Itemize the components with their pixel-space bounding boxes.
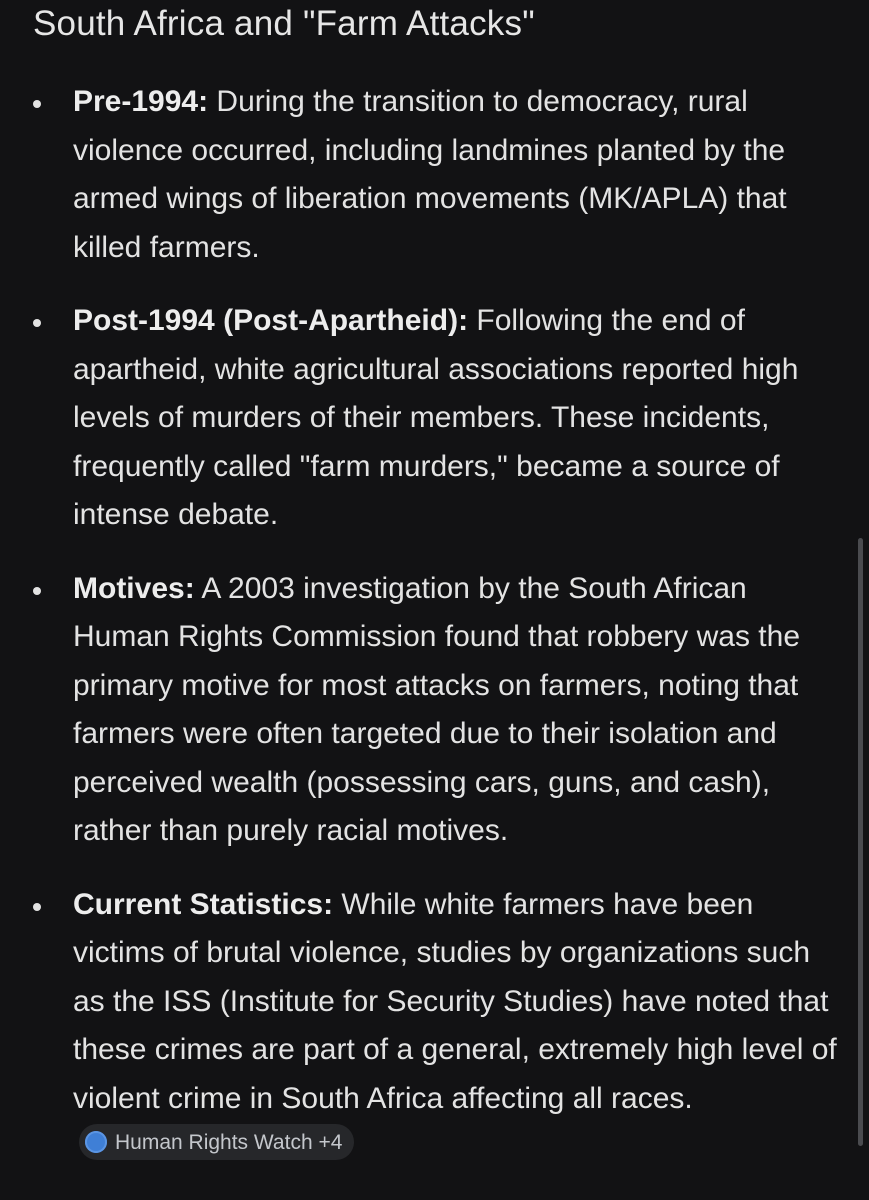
source-chip[interactable] bbox=[79, 1124, 354, 1160]
bullet-title: Post-1994 (Post-Apartheid): bbox=[73, 304, 469, 337]
bullet-title: Motives: bbox=[73, 571, 195, 605]
bullet-dot bbox=[33, 100, 41, 108]
bullet-text: During the transition to democracy, rural violence occurred, including landmines planted by the armed wings of liberation movements (MK/APLA) that killed farmers. bbox=[73, 85, 787, 264]
list-item bbox=[33, 565, 843, 856]
list-item bbox=[33, 78, 843, 272]
bullet-text: While white farmers have been victims of brutal violence, studies by organizations such as the ISS (Institute for Security Studies) have noted that these crimes are part of a general, extremely high level of violent crime in South Africa affecting all races. bbox=[73, 887, 837, 1115]
bullet-text: A 2003 investigation by the South African Human Rights Commission found that robbery was the primary motive for most attacks on farmers, noting that farmers were often targeted due to their isolation and perceived wealth (possessing cars, guns, and cash), rather than purely racial motives. bbox=[73, 571, 801, 847]
section-heading: South Africa and "Farm Attacks" bbox=[33, 4, 535, 43]
bullet-title: Current Statistics: bbox=[73, 887, 334, 921]
scrollbar[interactable] bbox=[858, 538, 863, 1146]
bullet-dot bbox=[33, 903, 41, 911]
bullet-dot bbox=[33, 319, 41, 327]
globe-icon bbox=[85, 1131, 107, 1153]
list-item bbox=[33, 297, 843, 540]
list-item bbox=[33, 881, 843, 1172]
bullet-title: Pre-1994: bbox=[73, 85, 209, 118]
source-chip-label: Human Rights Watch +4 bbox=[115, 1130, 343, 1154]
bullet-text: Following the end of apartheid, white agricultural associations reported high levels of murders of their members. These incidents, frequently called "farm murders," became a source of intense debate. bbox=[73, 304, 799, 531]
bullet-dot bbox=[33, 587, 41, 595]
bullet-list bbox=[33, 78, 843, 1197]
